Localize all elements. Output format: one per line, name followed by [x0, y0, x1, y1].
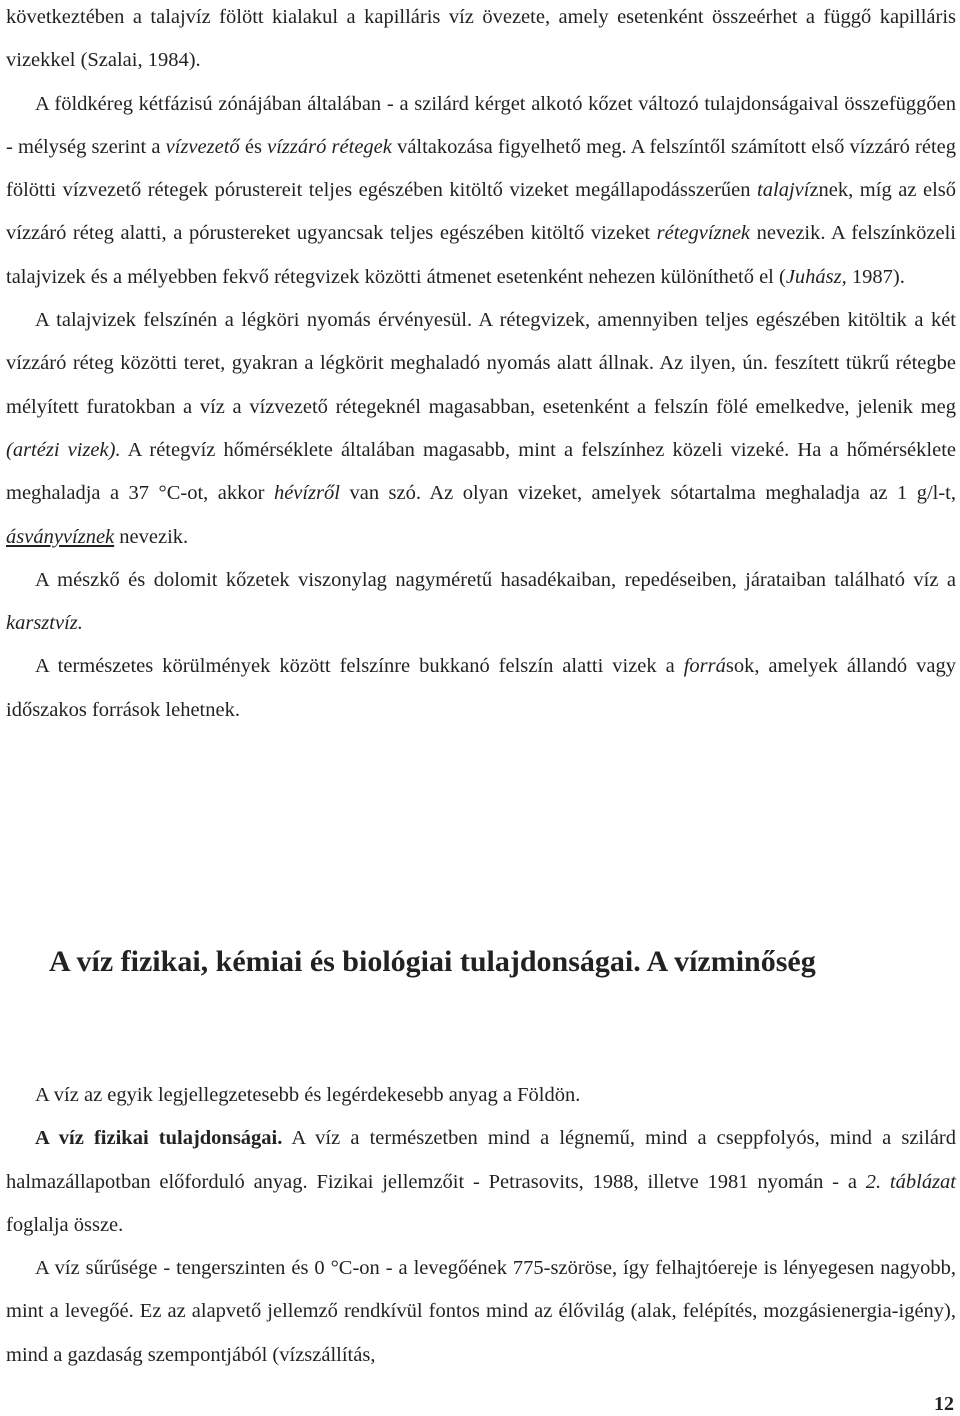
page-number: 12 [934, 1393, 954, 1415]
citation-author: Juhász, [785, 265, 847, 288]
paragraph-text: A talajvizek felszínén a légköri nyomás érvényesül. A rétegvizek, amennyiben teljes egészében kitöltik a két vízzáró réteg közötti teret, gyakran a légkörit meghaladó nyomás alatt állnak. Az ilyen, ún. feszített tükrű rétegbe mélyített furatokban a víz a vízvezető rétegeknél magasabban, esetenként a felszín fölé emelkedve, jelenik meg [6, 309, 956, 418]
subsection-title: A víz fizikai tulajdonságai. [35, 1127, 283, 1150]
paragraph-springs [6, 645, 956, 732]
table-reference: 2. táblázat [865, 1170, 957, 1193]
paragraph-text: A rétegvíz hőmérséklete általában magasabb, mint a felszínhez közeli vizeké. Ha a hőmérséklete meghaladja a 37 °C-ot, akkor [6, 438, 956, 505]
paragraph-intro [6, 1074, 956, 1117]
term-thermal-water: hévízről [273, 482, 340, 505]
paragraph-text: sok, amelyek állandó vagy időszakos források lehetnek. [6, 655, 956, 721]
paragraph-text: A földkéreg kétfázisú zónájában általában - a szilárd kérget alkotó kőzet változó tulajdonságaival összefüggően - mélység szerint a [6, 92, 956, 158]
paragraph-capillary-zone [6, 0, 956, 83]
term-water-conducting: vízvezető [165, 135, 240, 158]
paragraph-text: nevezik. [114, 525, 189, 548]
paragraph-text: A természetes körülmények között felszínre bukkanó felszín alatti vizek a [35, 655, 684, 678]
paragraph-text: és [239, 135, 268, 158]
paragraph-text: A víz sűrűsége - tengerszinten és 0 °C-on - a levegőének 775-szöröse, így felhajtóereje is lényegesen nagyobb, mint a levegőé. Ez az alapvető jellemző rendkívül fontos mind az élővilág (alak, felépítés, mozgásienergia-igény), mind a gazdaság szempontjából (vízszállítás, [6, 1257, 956, 1366]
term-impermeable-layers: vízzáró rétegek [267, 135, 392, 158]
term-artesian-water: (artézi vizek). [6, 438, 121, 461]
term-karst-water: karsztvíz. [6, 612, 83, 635]
paragraph-physical-properties [6, 1117, 956, 1247]
paragraph-text: A víz az egyik legjellegzetesebb és legérdekesebb anyag a Földön. [35, 1084, 581, 1106]
paragraph-text: znek, míg az első vízzáró réteg alatti, a pórustereket ugyancsak teljes egészében kitöltő vizeket [6, 179, 957, 245]
term-spring: forrá [683, 655, 726, 678]
paragraph-text: 1987). [846, 265, 905, 288]
paragraph-text: nevezik. A felszínközeli talajvizek és a mélyebben fekvő rétegvizek közötti átmenet esetenként nehezen különíthető el ( [6, 222, 956, 288]
section-heading: A víz fizikai, kémiai és biológiai tulajdonságai. A vízminőség [49, 945, 816, 978]
paragraph-text: A víz a természetben mind a légnemű, mind a cseppfolyós, mind a szilárd halmazállapotban előforduló anyag. Fizikai jellemzőit - Petrasovits, 1988, illetve 1981 nyomán - a [6, 1127, 956, 1193]
section-body [6, 1074, 956, 1377]
paragraph-text: következtében a talajvíz fölött kialakul a kapilláris víz övezete, amely esetenként összeérhet a függő kapilláris vizekkel (Szalai, 1984). [6, 6, 956, 72]
paragraph-density [6, 1247, 956, 1377]
paragraph-text: van szó. Az olyan vizeket, amelyek sótartalma meghaladja az 1 g/l-t, [339, 482, 956, 505]
document-page [6, 0, 957, 1366]
term-mineral-water: ásványvíznek [6, 525, 115, 548]
paragraph-rock-layers [6, 83, 956, 299]
paragraph-karst-water [6, 559, 956, 646]
paragraph-text: foglalja össze. [6, 1213, 124, 1236]
paragraph-text: váltakozása figyelhető meg. A felszíntől számított első vízzáró réteg fölötti vízvezető rétegek pórustereit teljes egészében kitöltő vizeket megállapodásszerűen [6, 135, 957, 202]
term-groundwater: talajví [757, 179, 810, 202]
paragraph-pressure [6, 299, 956, 559]
paragraph-text: A mészkő és dolomit kőzetek viszonylag nagyméretű hasadékaiban, repedéseiben, járataiban található víz a [35, 568, 956, 591]
term-stratum-water: rétegvíznek [656, 222, 751, 245]
